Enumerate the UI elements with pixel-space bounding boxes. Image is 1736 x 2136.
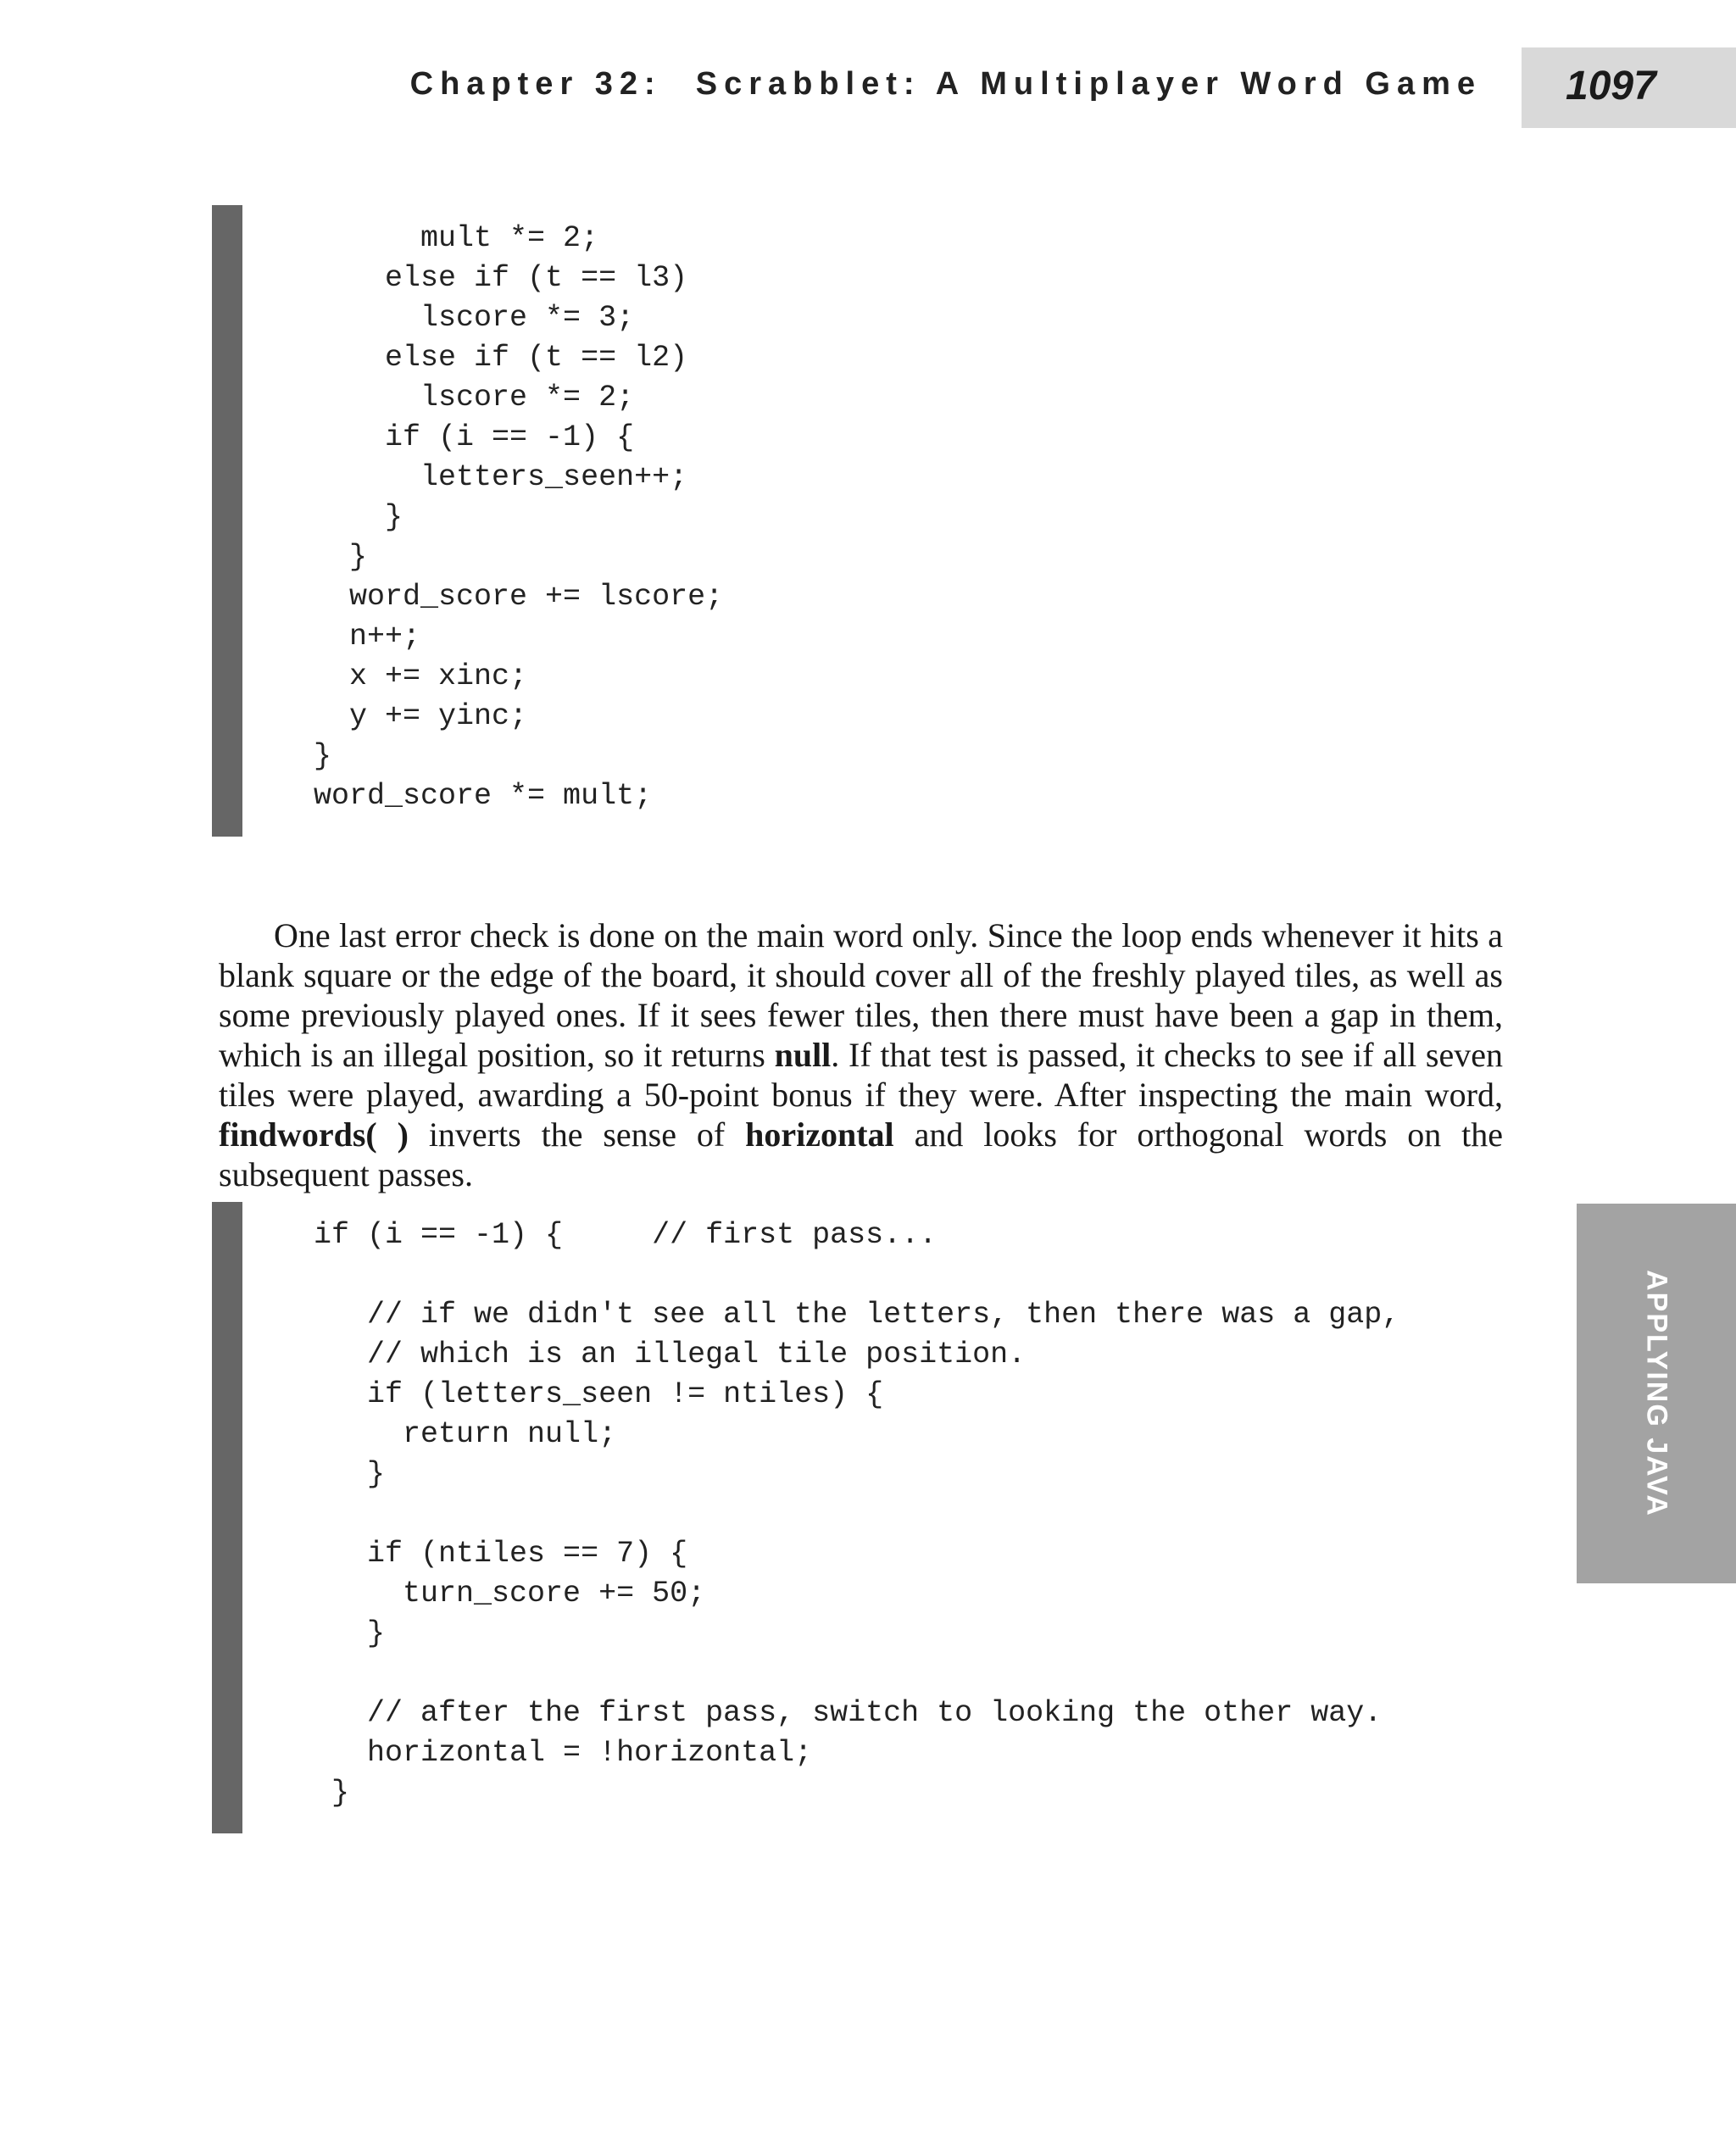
para-text-3: inverts the sense of (408, 1115, 746, 1154)
chapter-label: Chapter 32: (409, 66, 662, 102)
inline-code-horizontal: horizontal (745, 1115, 894, 1154)
side-tab-label: APPLYING JAVA (1640, 1270, 1673, 1517)
code-listing-1-text: mult *= 2; else if (t == l3) lscore *= 3; else if (t == l2) lscore *= 2; if (i == -1) { letters_seen++; } } word_score += lscore; n++; x += xinc; y += yinc; } word_score *= mult; (314, 221, 724, 813)
code-listing-2 (212, 1202, 1514, 1833)
chapter-title: Scrabblet: A Multiplayer Word Game (695, 66, 1482, 102)
page-number: 1097 (1566, 64, 1656, 108)
code-listing-1 (212, 205, 1514, 837)
chapter-heading (410, 66, 1482, 103)
para-text-1: One last error check is done on the main word only. Since the loop ends whenever it hits a blank square or the edge of the board, it should cover all of the freshly played tiles, as well as some previously played ones. If it sees fewer tiles, then there must have been a gap in them, which is an illegal position, so it returns (219, 916, 1503, 1074)
code-listing-2-text: if (i == -1) { // first pass... // if we didn't see all the letters, then there was a gap, // which is an illegal tile position. if (letters_seen != ntiles) { return null; } if (ntiles == 7) { turn_score += 50; } // after the first pass, switch to looking the other way. horizontal = !horizontal; } (314, 1218, 1400, 1810)
inline-code-null: null (774, 1036, 832, 1074)
section-side-tab (1577, 1204, 1736, 1583)
para-text-4: and looks for orthogonal words on the subsequent passes. (219, 1115, 1503, 1193)
body-paragraph (219, 915, 1503, 1194)
para-text-2: . If that test is passed, it checks to see if all seven tiles were played, awarding a 50-point bonus if they were. After inspecting the main word, (219, 1036, 1503, 1114)
inline-code-findwords: findwords( ) (219, 1115, 409, 1154)
page-number-box (1522, 47, 1736, 128)
